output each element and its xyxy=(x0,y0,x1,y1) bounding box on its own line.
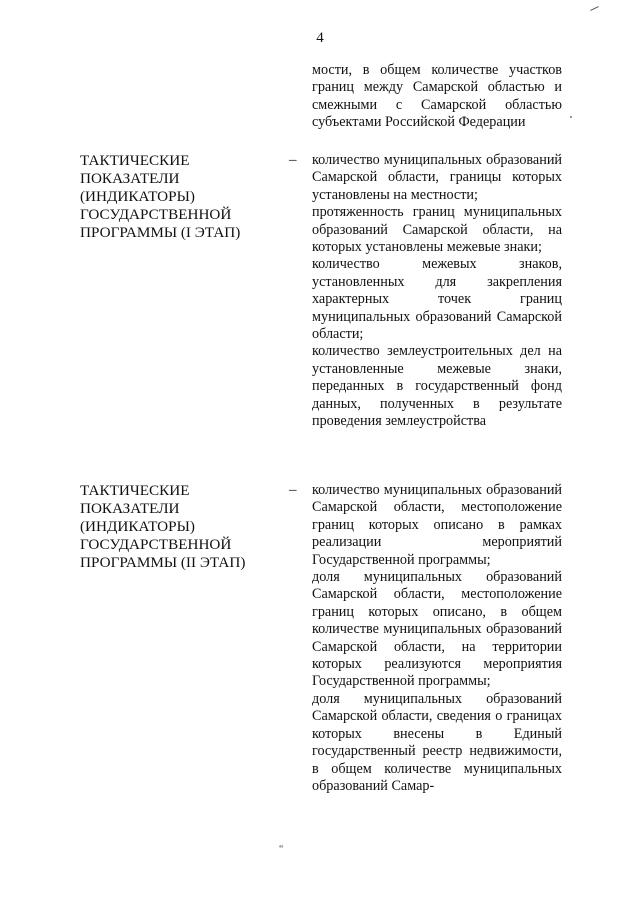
continuation-text: мости, в общем количестве участков границ между Самарской областью и смежными с Самарской областью субъектами Российской Федерации xyxy=(312,62,562,131)
section-dash: – xyxy=(289,482,297,498)
label-line: ТАКТИЧЕСКИЕ xyxy=(80,482,190,499)
indicator-item: доля муниципальных образований Самарской области, сведения о границах которых внесены в Единый государственный реестр недвижимости, в общем количестве муниципальных образований Самар- xyxy=(312,690,562,794)
indicator-item: количество землеустроительных дел на установленные межевые знаки, переданных в государственный фонд данных, полученных в результате проведения землеустройства xyxy=(312,343,562,430)
section-label xyxy=(80,152,280,242)
label-line: ГОСУДАРСТВЕННОЙ xyxy=(80,536,232,553)
indicator-item: количество муниципальных образований Самарской области, границы которых установлены на местности; xyxy=(312,152,562,203)
margin-dot xyxy=(570,116,572,118)
label-line: ГОСУДАРСТВЕННОЙ xyxy=(80,206,232,223)
margin-mark-bottom: “ xyxy=(279,844,284,855)
indicator-list xyxy=(312,152,562,431)
label-line: (ИНДИКАТОРЫ) xyxy=(80,188,195,205)
section-label xyxy=(80,482,280,572)
indicator-item: количество муниципальных образований Самарской области, местоположение границ которых описано в рамках реализации мероприятий Государственной программы; xyxy=(312,482,562,568)
label-line: ПОКАЗАТЕЛИ xyxy=(80,170,180,187)
label-line: (ИНДИКАТОРЫ) xyxy=(80,518,195,535)
label-line: ПРОГРАММЫ (I ЭТАП) xyxy=(80,224,241,241)
label-line: ПОКАЗАТЕЛИ xyxy=(80,500,180,517)
label-line: ТАКТИЧЕСКИЕ xyxy=(80,152,190,169)
page-number: 4 xyxy=(316,30,324,46)
label-line: ПРОГРАММЫ (II ЭТАП) xyxy=(80,554,246,571)
indicator-list xyxy=(312,482,562,795)
section-dash: – xyxy=(289,152,297,168)
indicator-item: протяженность границ муниципальных образований Самарской области, на которых установлены межевые знаки; xyxy=(312,204,562,256)
indicator-item: доля муниципальных образований Самарской области, местоположение границ которых описано, в общем количестве муниципальных образований Самарской области, на территории которых реализуются мероприятия Государственной программы; xyxy=(312,569,562,690)
indicator-item: количество межевых знаков, установленных для закрепления характерных точек границ муниципальных образований Самарской области; xyxy=(312,256,562,343)
margin-mark-top xyxy=(590,6,599,11)
